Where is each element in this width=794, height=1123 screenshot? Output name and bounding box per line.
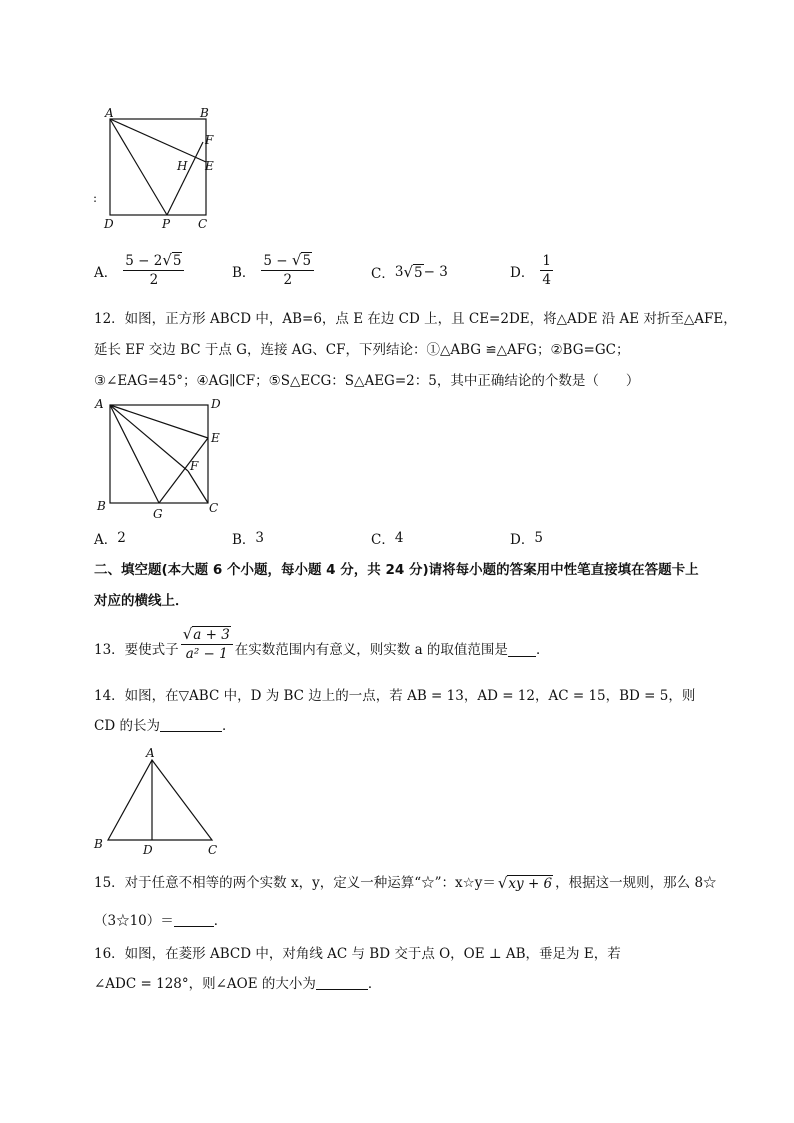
label-f: F xyxy=(190,459,199,473)
label-d: D xyxy=(143,843,153,857)
option-letter: B． xyxy=(232,264,256,281)
q12-figure xyxy=(90,394,240,522)
segment-ae xyxy=(110,405,208,438)
answer-blank[interactable] xyxy=(508,642,536,657)
q12-option-c: C． 4 xyxy=(371,530,404,548)
q13: 13．要使式子 √ a + 3 a² − 1 在实数范围内有意义，则实数 a 的取值范围是 ． xyxy=(94,625,550,662)
segment-fc xyxy=(188,471,208,503)
label-d: D xyxy=(104,217,114,231)
q11-figure xyxy=(90,104,220,234)
q12-option-b: B． 3 xyxy=(232,530,265,548)
label-a: A xyxy=(95,397,104,411)
segment-ae xyxy=(110,119,206,162)
q11-option-b xyxy=(232,252,314,289)
q16-line-1: 16．如图，在菱形 ABCD 中，对角线 AC 与 BD 交于点 O，OE ⊥ AB，垂足为 E，若 xyxy=(94,946,621,962)
q12-line-2: 延长 EF 交边 BC 于点 G，连接 AG、CF，下列结论：①△ABG ≌△AFG；②BG=GC； xyxy=(94,342,630,358)
label-c: C xyxy=(209,501,219,515)
answer-blank[interactable] xyxy=(174,912,214,927)
square-abcd xyxy=(110,405,208,503)
segment-ag xyxy=(110,405,159,503)
q12-line-3: ③∠EAG=45°；④AG∥CF；⑤S△ECG：S△AEG=2：5，其中正确结论的个数是（ ） xyxy=(94,373,640,389)
fraction: $\frac{1}{4}$ xyxy=(542,253,551,288)
option-letter: C． xyxy=(371,266,395,282)
label-h: H xyxy=(177,159,188,173)
label-b: B xyxy=(94,837,103,851)
q14-line-1: 14．如图，在▽ABC 中，D 为 BC 边上的一点，若 AB = 13，AD = 12，AC = 15，BD = 5，则 xyxy=(94,688,696,704)
label-colon: : xyxy=(93,191,98,205)
segment-ap xyxy=(110,119,167,215)
segment-eg xyxy=(159,438,208,503)
q12-line-1: 12．如图，正方形 ABCD 中，AB=6，点 E 在边 CD 上，且 CE=2DE，将△ADE 沿 AE 对折至△AFE， xyxy=(94,311,737,327)
q14-line-2: CD 的长为 ． xyxy=(94,718,236,734)
answer-blank[interactable] xyxy=(160,717,222,732)
q13-fraction: √ a + 3 a² − 1 xyxy=(181,626,233,663)
q12-option-a: A． 2 xyxy=(94,530,126,548)
label-a: A xyxy=(146,746,155,760)
option-letter: D． xyxy=(510,264,535,281)
fraction: 5 − 2 √ 5 2 xyxy=(123,252,184,289)
section-heading-line-2: 对应的横线上． xyxy=(94,593,189,609)
label-b: B xyxy=(200,106,209,120)
option-letter: A． xyxy=(94,264,118,281)
q12-option-d: D． 5 xyxy=(510,530,543,548)
section-heading-line-1: 二、填空题(本大题 6 个小题，每小题 4 分，共 24 分)请将每小题的答案用中性笔直接填在答题卡上 xyxy=(94,562,699,578)
triangle-abc xyxy=(108,760,212,840)
fraction: 5 − √ 5 2 xyxy=(261,252,314,289)
q15-line-1: 15．对于任意不相等的两个实数 x，y，定义一种运算“☆”：x☆y＝ √ xy + 6 ，根据这一规则，那么 8☆ xyxy=(94,873,717,892)
label-f: F xyxy=(205,133,214,147)
label-a: A xyxy=(105,106,114,120)
label-g: G xyxy=(153,507,163,521)
q14-figure xyxy=(90,744,230,860)
q11-option-a xyxy=(94,252,184,289)
q15-line-2: （3☆10）＝ ． xyxy=(94,913,228,929)
label-e: E xyxy=(211,431,220,445)
label-c: C xyxy=(198,217,208,231)
label-c: C xyxy=(208,843,218,857)
label-e: E xyxy=(205,159,214,173)
q11-option-c: C． 3 √ 5 − 3 xyxy=(371,262,448,282)
label-b: B xyxy=(97,499,106,513)
q11-option-d xyxy=(510,252,553,289)
label-p: P xyxy=(162,217,171,231)
q16-line-2: ∠ADC = 128°，则∠AOE 的大小为 ． xyxy=(94,976,382,992)
segment-af xyxy=(110,405,188,471)
label-d: D xyxy=(211,397,221,411)
answer-blank[interactable] xyxy=(316,975,368,990)
